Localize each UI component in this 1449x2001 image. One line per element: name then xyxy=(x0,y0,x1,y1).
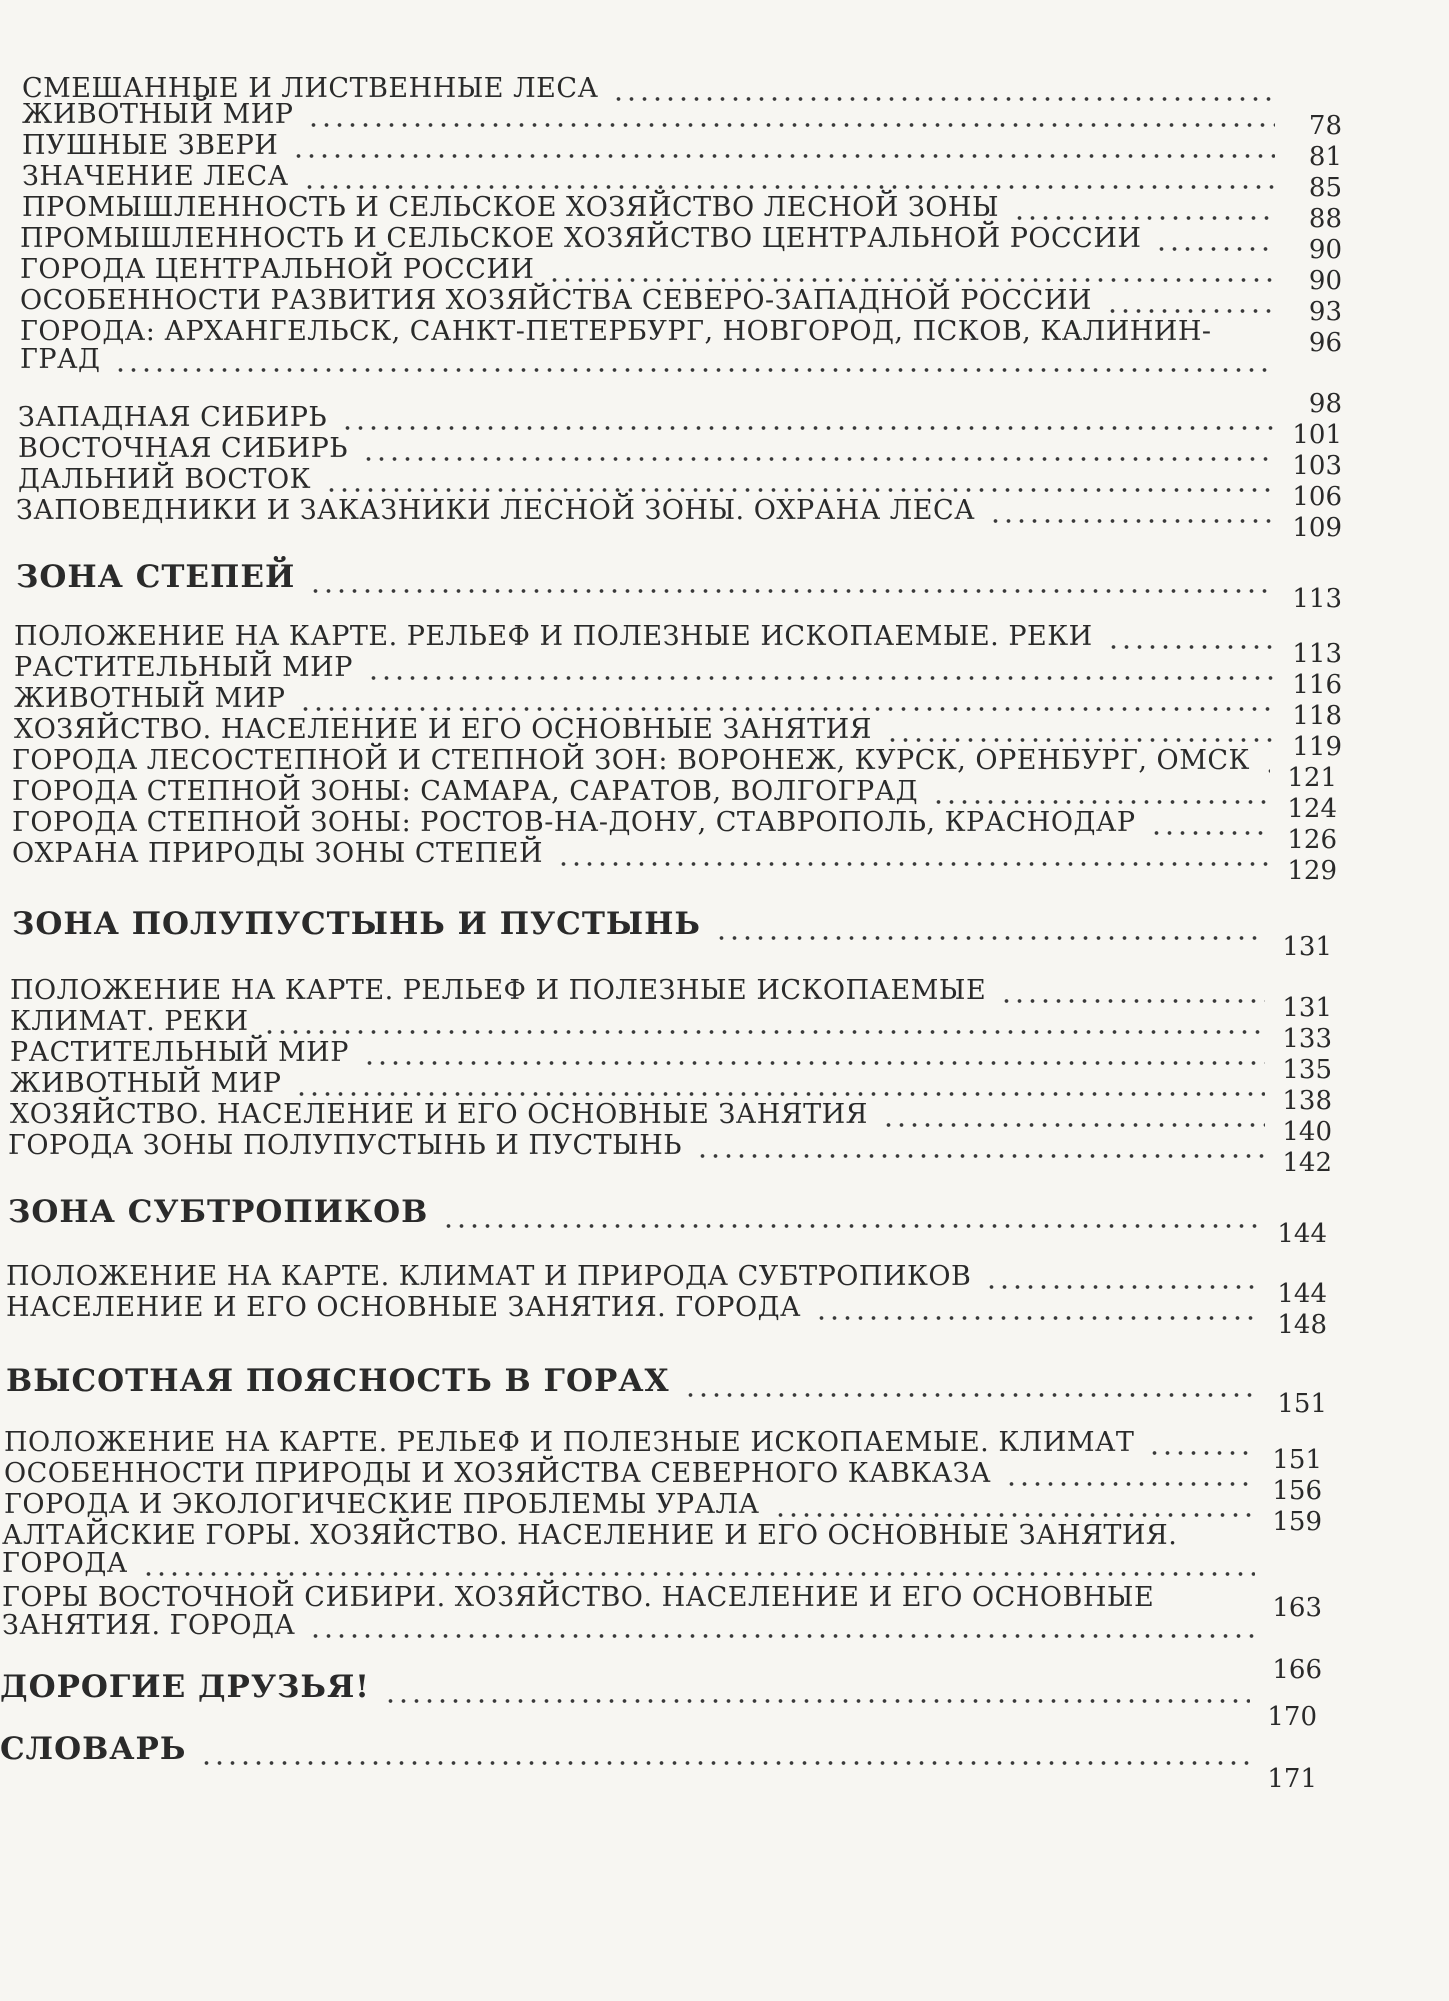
page-number: 163 xyxy=(1272,1593,1322,1623)
dot-leader xyxy=(363,1060,1265,1066)
dot-leader xyxy=(774,1512,1255,1518)
page-number: 138 xyxy=(1282,1086,1332,1116)
toc-entry xyxy=(18,403,1275,437)
toc-entry xyxy=(18,434,1275,468)
dot-leader xyxy=(142,1571,1255,1577)
toc-entry xyxy=(22,162,1275,196)
entry-title: ПОЛОЖЕНИЕ НА КАРТЕ. РЕЛЬЕФ И ПОЛЕЗНЫЕ ИСКОПАЕМЫЕ. КЛИМАТ xyxy=(4,1427,1135,1458)
entry-title: ЖИВОТНЫЙ МИР xyxy=(22,99,294,130)
dot-leader xyxy=(1155,246,1275,252)
toc-entry xyxy=(10,1100,1265,1134)
dot-leader xyxy=(1000,998,1265,1004)
entry-title: ГОРОДА И ЭКОЛОГИЧЕСКИЕ ПРОБЛЕМЫ УРАЛА xyxy=(4,1489,760,1520)
page-number: 90 xyxy=(1308,266,1342,296)
entry-title: ХОЗЯЙСТВО. НАСЕЛЕНИЕ И ЕГО ОСНОВНЫЕ ЗАНЯТИЯ xyxy=(10,1099,868,1130)
page-number: 103 xyxy=(1292,451,1342,481)
page-number: 151 xyxy=(1277,1389,1327,1419)
dot-leader xyxy=(263,1029,1265,1035)
dot-leader xyxy=(442,1223,1260,1229)
toc-section xyxy=(12,907,1265,941)
entry-title: ГОРОДА СТЕПНОЙ ЗОНЫ: РОСТОВ-НА-ДОНУ, СТАВРОПОЛЬ, КРАСНОДАР xyxy=(12,807,1136,838)
dot-leader xyxy=(200,1760,1250,1766)
entry-title-continued: ГОРОДА xyxy=(2,1548,128,1579)
page-number: 170 xyxy=(1267,1702,1317,1732)
toc-section xyxy=(16,560,1275,594)
section-title: ЗОНА ПОЛУПУСТЫНЬ И ПУСТЫНЬ xyxy=(12,906,702,942)
page-number: 133 xyxy=(1282,1024,1332,1054)
dot-leader xyxy=(114,367,1275,373)
page-number: 90 xyxy=(1308,235,1342,265)
page-number: 118 xyxy=(1292,701,1342,731)
toc-section xyxy=(8,1195,1260,1229)
page-number: 159 xyxy=(1272,1507,1322,1537)
toc-section xyxy=(0,1732,1250,1766)
page-number: 106 xyxy=(1292,482,1342,512)
entry-title: ГОРЫ ВОСТОЧНОЙ СИБИРИ. ХОЗЯЙСТВО. НАСЕЛЕНИЕ И ЕГО ОСНОВНЫЕ xyxy=(2,1582,1155,1613)
toc-entry xyxy=(12,839,1270,873)
entry-title: ГОРОДА ЛЕСОСТЕПНОЙ И СТЕПНОЙ ЗОН: ВОРОНЕЖ, КУРСК, ОРЕНБУРГ, ОМСК xyxy=(12,745,1250,776)
toc-entry xyxy=(10,1038,1265,1072)
dot-leader xyxy=(362,456,1275,462)
toc-entry xyxy=(16,496,1275,530)
page-number: 116 xyxy=(1292,670,1342,700)
entry-title: ГОРОДА СТЕПНОЙ ЗОНЫ: САМАРА, САРАТОВ, ВОЛГОГРАД xyxy=(12,776,919,807)
toc-entry xyxy=(6,1262,1260,1296)
entry-title: РАСТИТЕЛЬНЫЙ МИР xyxy=(14,652,353,683)
dot-leader xyxy=(548,277,1275,283)
page-number: 119 xyxy=(1292,732,1342,762)
page-number: 140 xyxy=(1282,1117,1332,1147)
page-number: 131 xyxy=(1282,932,1332,962)
page-number: 144 xyxy=(1277,1279,1327,1309)
page-number: 129 xyxy=(1287,856,1337,886)
toc-section xyxy=(6,1364,1260,1398)
dot-leader xyxy=(932,799,1270,805)
toc-entry xyxy=(12,746,1270,780)
toc-entry xyxy=(20,316,1275,375)
entry-title: ЖИВОТНЫЙ МИР xyxy=(10,1068,282,1099)
dot-leader xyxy=(1150,830,1270,836)
dot-leader xyxy=(696,1153,1265,1159)
entry-title: ЖИВОТНЫЙ МИР xyxy=(14,683,286,714)
page-number: 93 xyxy=(1308,297,1342,327)
dot-leader xyxy=(557,861,1270,867)
dot-leader xyxy=(1013,215,1275,221)
page-number: 121 xyxy=(1287,763,1337,793)
section-title: ЗОНА СТЕПЕЙ xyxy=(16,559,296,595)
page-number: 124 xyxy=(1287,794,1337,824)
toc-section xyxy=(0,1670,1250,1704)
section-title: ЗОНА СУБТРОПИКОВ xyxy=(8,1194,429,1230)
entry-title: РАСТИТЕЛЬНЫЙ МИР xyxy=(10,1037,349,1068)
entry-title: ГОРОДА: АРХАНГЕЛЬСК, САНКТ-ПЕТЕРБУРГ, НОВГОРОД, ПСКОВ, КАЛИНИН- xyxy=(20,316,1212,347)
entry-title: СМЕШАННЫЕ И ЛИСТВЕННЫЕ ЛЕСА xyxy=(22,73,599,104)
page-number: 113 xyxy=(1292,639,1342,669)
entry-title: ДАЛЬНИЙ ВОСТОК xyxy=(18,464,312,495)
toc-entry xyxy=(12,777,1270,811)
toc-entry xyxy=(14,622,1275,656)
entry-title: ГОРОДА ЗОНЫ ПОЛУПУСТЫНЬ И ПУСТЫНЬ xyxy=(8,1130,682,1161)
dot-leader xyxy=(1148,1450,1255,1456)
section-title: ДОРОГИЕ ДРУЗЬЯ! xyxy=(0,1669,370,1705)
dot-leader xyxy=(815,1315,1260,1321)
entry-title: ЗАПАДНАЯ СИБИРЬ xyxy=(18,402,328,433)
toc-entry xyxy=(20,224,1275,258)
dot-leader xyxy=(1005,1481,1255,1487)
page-number: 135 xyxy=(1282,1055,1332,1085)
page-number: 126 xyxy=(1287,825,1337,855)
toc-entry xyxy=(10,1007,1265,1041)
page-number: 88 xyxy=(1308,204,1342,234)
dot-leader xyxy=(367,675,1275,681)
entry-title: ХОЗЯЙСТВО. НАСЕЛЕНИЕ И ЕГО ОСНОВНЫЕ ЗАНЯТИЯ xyxy=(14,714,872,745)
entry-title: НАСЕЛЕНИЕ И ЕГО ОСНОВНЫЕ ЗАНЯТИЯ. ГОРОДА xyxy=(6,1292,801,1323)
dot-leader xyxy=(299,706,1275,712)
entry-title-continued: ЗАНЯТИЯ. ГОРОДА xyxy=(2,1610,296,1641)
toc-entry xyxy=(14,653,1275,687)
page-number: 148 xyxy=(1277,1310,1327,1340)
dot-leader xyxy=(309,588,1275,594)
toc-entry xyxy=(20,286,1275,320)
entry-title-continued: ГРАД xyxy=(20,344,101,375)
dot-leader xyxy=(684,1392,1260,1398)
page-number: 156 xyxy=(1272,1476,1322,1506)
dot-leader xyxy=(985,1284,1260,1290)
toc-entry xyxy=(2,1582,1255,1641)
dot-leader xyxy=(292,153,1275,159)
page-number: 144 xyxy=(1277,1219,1327,1249)
entry-title: ПОЛОЖЕНИЕ НА КАРТЕ. КЛИМАТ И ПРИРОДА СУБТРОПИКОВ xyxy=(6,1261,972,1292)
page-number: 171 xyxy=(1267,1764,1317,1794)
dot-leader xyxy=(989,518,1275,524)
page-number: 78 xyxy=(1308,111,1342,141)
dot-leader xyxy=(715,935,1265,941)
dot-leader xyxy=(1106,308,1275,314)
dot-leader xyxy=(295,1091,1265,1097)
section-title: ВЫСОТНАЯ ПОЯСНОСТЬ В ГОРАХ xyxy=(6,1363,670,1399)
page-number: 98 xyxy=(1308,389,1342,419)
toc-entry xyxy=(2,1520,1255,1579)
page-number: 109 xyxy=(1292,513,1342,543)
entry-title: АЛТАЙСКИЕ ГОРЫ. ХОЗЯЙСТВО. НАСЕЛЕНИЕ И ЕГО ОСНОВНЫЕ ЗАНЯТИЯ. xyxy=(2,1520,1178,1551)
dot-leader xyxy=(303,184,1275,190)
entry-title: ПУШНЫЕ ЗВЕРИ xyxy=(22,130,279,161)
page-number: 166 xyxy=(1272,1655,1322,1685)
page-number: 113 xyxy=(1292,584,1342,614)
dot-leader xyxy=(341,425,1275,431)
toc-entry xyxy=(4,1428,1255,1462)
toc-entry xyxy=(14,684,1275,718)
page-number: 151 xyxy=(1272,1445,1322,1475)
toc-entry xyxy=(4,1490,1255,1524)
page-number: 131 xyxy=(1282,993,1332,1023)
page-number: 142 xyxy=(1282,1148,1332,1178)
page-number: 96 xyxy=(1308,328,1342,358)
toc-entry xyxy=(14,715,1275,749)
toc-entry xyxy=(20,255,1275,289)
dot-leader xyxy=(325,487,1275,493)
entry-title: ОХРАНА ПРИРОДЫ ЗОНЫ СТЕПЕЙ xyxy=(12,838,544,869)
toc-entry xyxy=(4,1459,1255,1493)
entry-title: КЛИМАТ. РЕКИ xyxy=(10,1006,249,1037)
entry-title: ПРОМЫШЛЕННОСТЬ И СЕЛЬСКОЕ ХОЗЯЙСТВО ЦЕНТРАЛЬНОЙ РОССИИ xyxy=(20,223,1142,254)
dot-leader xyxy=(309,1633,1255,1639)
toc-entry xyxy=(10,1069,1265,1103)
dot-leader xyxy=(307,122,1275,128)
page-number: 85 xyxy=(1308,173,1342,203)
dot-leader xyxy=(384,1698,1250,1704)
entry-title: ОСОБЕННОСТИ ПРИРОДЫ И ХОЗЯЙСТВА СЕВЕРНОГО КАВКАЗА xyxy=(4,1458,992,1489)
toc-entry xyxy=(22,131,1275,165)
dot-leader xyxy=(1107,644,1275,650)
toc-entry xyxy=(22,100,1275,134)
entry-title: ВОСТОЧНАЯ СИБИРЬ xyxy=(18,433,348,464)
entry-title: ЗАПОВЕДНИКИ И ЗАКАЗНИКИ ЛЕСНОЙ ЗОНЫ. ОХРАНА ЛЕСА xyxy=(16,495,976,526)
toc-entry xyxy=(18,465,1275,499)
entry-title: ПОЛОЖЕНИЕ НА КАРТЕ. РЕЛЬЕФ И ПОЛЕЗНЫЕ ИСКОПАЕМЫЕ xyxy=(10,975,987,1006)
entry-title: ГОРОДА ЦЕНТРАЛЬНОЙ РОССИИ xyxy=(20,254,535,285)
entry-title: ПРОМЫШЛЕННОСТЬ И СЕЛЬСКОЕ ХОЗЯЙСТВО ЛЕСНОЙ ЗОНЫ xyxy=(22,192,1000,223)
toc-entry xyxy=(22,193,1275,227)
dot-leader xyxy=(886,737,1275,743)
entry-title: ЗНАЧЕНИЕ ЛЕСА xyxy=(22,161,289,192)
entry-title: ПОЛОЖЕНИЕ НА КАРТЕ. РЕЛЬЕФ И ПОЛЕЗНЫЕ ИСКОПАЕМЫЕ. РЕКИ xyxy=(14,621,1093,652)
toc-entry xyxy=(6,1293,1260,1327)
entry-title: ОСОБЕННОСТИ РАЗВИТИЯ ХОЗЯЙСТВА СЕВЕРО-ЗАПАДНОЙ РОССИИ xyxy=(20,285,1092,316)
toc-entry xyxy=(8,1131,1265,1165)
dot-leader xyxy=(882,1122,1265,1128)
toc-entry xyxy=(10,976,1265,1010)
toc-entry xyxy=(12,808,1270,842)
section-title: СЛОВАРЬ xyxy=(0,1731,187,1767)
page-number: 101 xyxy=(1292,420,1342,450)
page-number: 81 xyxy=(1308,142,1342,172)
